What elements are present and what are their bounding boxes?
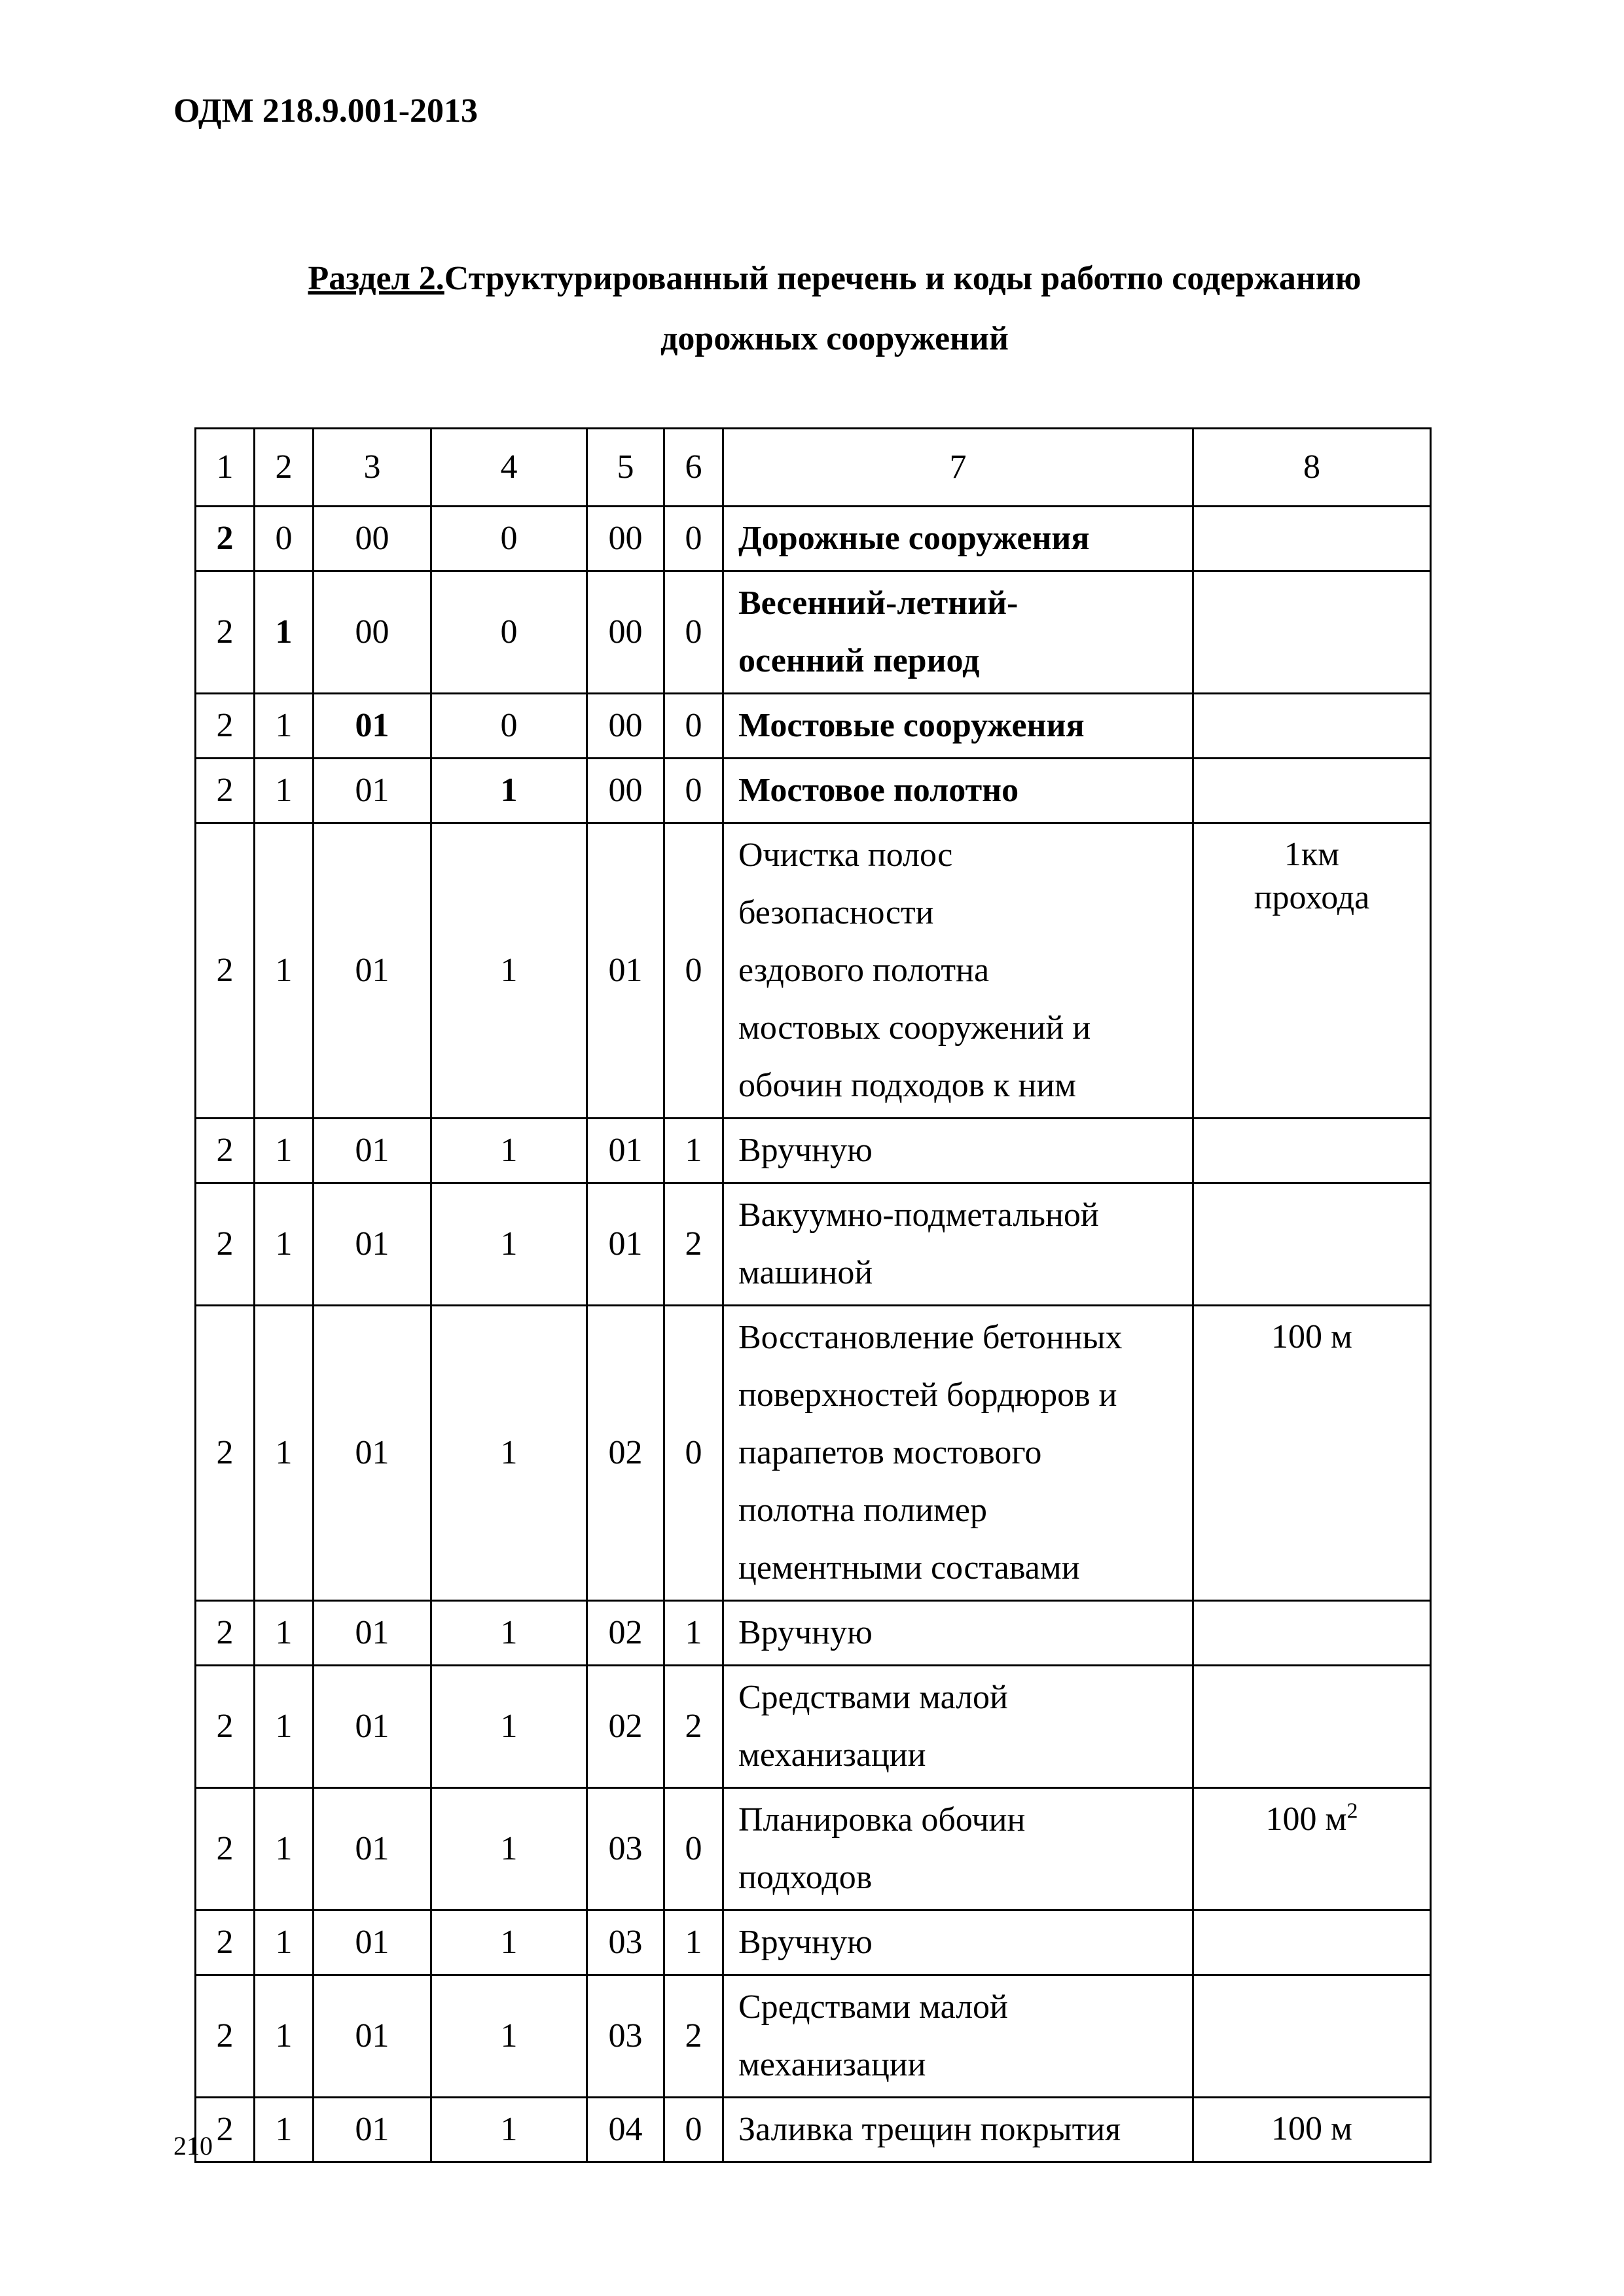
column-header: 2	[255, 429, 314, 507]
table-header-row	[196, 429, 1431, 507]
code-cell-1: 2	[196, 1666, 255, 1788]
work-name-line: Средствами малой	[738, 1679, 1008, 1716]
code-cell-4: 1	[431, 1910, 587, 1975]
column-header: 1	[196, 429, 255, 507]
code-cell-3: 01	[314, 1975, 431, 2098]
column-header: 5	[587, 429, 664, 507]
table-row	[196, 2098, 1431, 2162]
code-cell-6: 0	[664, 1306, 723, 1601]
code-cell-4: 1	[431, 1119, 587, 1183]
work-name-cell	[723, 1183, 1193, 1306]
work-name-line: Очистка полос	[738, 836, 953, 874]
code-cell-2: 0	[255, 507, 314, 571]
code-cell-3: 01	[314, 1666, 431, 1788]
unit-cell	[1193, 1666, 1431, 1788]
column-header: 7	[723, 429, 1193, 507]
code-cell-4: 0	[431, 507, 587, 571]
unit-cell	[1193, 1975, 1431, 2098]
work-name-line: парапетов мостового	[738, 1434, 1042, 1471]
code-cell-6: 0	[664, 694, 723, 759]
code-cell-6: 0	[664, 823, 723, 1119]
table-row	[196, 1975, 1431, 2098]
work-name-line: осенний период	[738, 642, 980, 679]
code-cell-6: 1	[664, 1119, 723, 1183]
code-cell-5: 04	[587, 2098, 664, 2162]
work-name-line: механизации	[738, 2046, 926, 2083]
work-name-line: Весенний-летний-	[738, 584, 1019, 622]
unit-cell	[1193, 1183, 1431, 1306]
code-cell-6: 0	[664, 759, 723, 823]
unit-line	[1203, 1316, 1420, 1359]
section-title-part2: дорожных сооружений	[660, 320, 1009, 357]
table-row	[196, 823, 1431, 1119]
work-name-cell	[723, 2098, 1193, 2162]
table-row	[196, 1910, 1431, 1975]
work-name-line: поверхностей бордюров и	[738, 1376, 1117, 1414]
unit-cell	[1193, 1788, 1431, 1910]
code-cell-6: 1	[664, 1601, 723, 1666]
work-name-cell	[723, 823, 1193, 1119]
work-name-line: машиной	[738, 1254, 873, 1291]
work-name-line: Вручную	[738, 1614, 873, 1651]
code-cell-3: 01	[314, 759, 431, 823]
code-cell-2: 1	[255, 571, 314, 694]
code-cell-3: 00	[314, 507, 431, 571]
code-cell-3: 01	[314, 1601, 431, 1666]
unit-cell	[1193, 759, 1431, 823]
code-cell-5: 00	[587, 694, 664, 759]
work-name-line: подходов	[738, 1859, 873, 1896]
code-cell-1: 2	[196, 507, 255, 571]
code-cell-5: 00	[587, 507, 664, 571]
work-name-cell	[723, 571, 1193, 694]
code-cell-1: 2	[196, 694, 255, 759]
column-header: 3	[314, 429, 431, 507]
work-name-line: безопасности	[738, 894, 934, 931]
table-row	[196, 1788, 1431, 1910]
work-name-line: Восстановление бетонных	[738, 1319, 1123, 1356]
code-cell-2: 1	[255, 2098, 314, 2162]
unit-line	[1203, 2108, 1420, 2151]
section-title-part1: Структурированный перечень и коды работпо содержанию	[444, 260, 1362, 297]
work-name-cell	[723, 759, 1193, 823]
code-cell-5: 01	[587, 1119, 664, 1183]
code-cell-5: 03	[587, 1910, 664, 1975]
code-cell-1: 2	[196, 1910, 255, 1975]
table-row	[196, 1306, 1431, 1601]
work-name-cell	[723, 507, 1193, 571]
code-cell-4: 1	[431, 759, 587, 823]
work-name-line: Дорожные сооружения	[738, 520, 1090, 557]
table-row	[196, 694, 1431, 759]
code-cell-4: 0	[431, 694, 587, 759]
code-cell-6: 0	[664, 1788, 723, 1910]
unit-superscript: 2	[1346, 1799, 1358, 1823]
code-cell-2: 1	[255, 823, 314, 1119]
column-header: 6	[664, 429, 723, 507]
code-cell-4: 1	[431, 2098, 587, 2162]
code-cell-5: 03	[587, 1788, 664, 1910]
work-name-line: цементными составами	[738, 1549, 1080, 1587]
code-cell-2: 1	[255, 1788, 314, 1910]
code-cell-2: 1	[255, 694, 314, 759]
code-cell-1: 2	[196, 1788, 255, 1910]
code-cell-2: 1	[255, 1306, 314, 1601]
unit-cell	[1193, 1119, 1431, 1183]
code-cell-5: 02	[587, 1601, 664, 1666]
table-body	[196, 507, 1431, 2162]
code-cell-2: 1	[255, 1666, 314, 1788]
section-prefix: Раздел 2.	[308, 260, 444, 297]
unit-text: 100 м	[1271, 2110, 1352, 2147]
code-cell-3: 01	[314, 1788, 431, 1910]
code-cell-3: 01	[314, 1910, 431, 1975]
code-cell-4: 1	[431, 1601, 587, 1666]
document-code: ОДМ 218.9.001-2013	[173, 92, 478, 130]
code-cell-1: 2	[196, 571, 255, 694]
code-cell-5: 02	[587, 1666, 664, 1788]
unit-cell	[1193, 507, 1431, 571]
section-title	[196, 249, 1473, 369]
table-row	[196, 1119, 1431, 1183]
code-cell-4: 1	[431, 1183, 587, 1306]
code-cell-5: 01	[587, 1183, 664, 1306]
work-name-line: Средствами малой	[738, 1988, 1008, 2026]
code-cell-3: 01	[314, 1306, 431, 1601]
work-name-cell	[723, 1306, 1193, 1601]
work-name-line: Заливка трещин покрытия	[738, 2111, 1121, 2148]
code-cell-4: 1	[431, 1788, 587, 1910]
work-name-line: обочин подходов к ним	[738, 1067, 1077, 1104]
code-cell-6: 2	[664, 1183, 723, 1306]
page-number: 210	[173, 2131, 213, 2161]
unit-text: 1км	[1284, 836, 1340, 873]
work-name-cell	[723, 1910, 1193, 1975]
code-cell-1: 2	[196, 759, 255, 823]
work-name-line: Вакуумно-подметальной	[738, 1196, 1099, 1234]
code-cell-4: 1	[431, 1666, 587, 1788]
code-cell-6: 1	[664, 1910, 723, 1975]
code-cell-6: 2	[664, 1666, 723, 1788]
table-row	[196, 571, 1431, 694]
work-name-cell	[723, 1601, 1193, 1666]
work-name-cell	[723, 1788, 1193, 1910]
code-cell-1: 2	[196, 823, 255, 1119]
unit-line	[1203, 833, 1420, 876]
work-name-cell	[723, 1975, 1193, 2098]
work-name-line: Вручную	[738, 1132, 873, 1169]
work-name-line: мостовых сооружений и	[738, 1009, 1091, 1047]
work-name-cell	[723, 1119, 1193, 1183]
code-cell-1: 2	[196, 1975, 255, 2098]
code-cell-5: 00	[587, 759, 664, 823]
code-cell-1: 2	[196, 1119, 255, 1183]
unit-line	[1203, 876, 1420, 920]
code-cell-4: 1	[431, 1306, 587, 1601]
code-cell-2: 1	[255, 759, 314, 823]
table-row	[196, 1601, 1431, 1666]
work-name-line: Мостовое полотно	[738, 772, 1019, 809]
work-name-line: Планировка обочин	[738, 1801, 1026, 1839]
code-cell-6: 0	[664, 507, 723, 571]
code-cell-2: 1	[255, 1601, 314, 1666]
unit-cell	[1193, 694, 1431, 759]
code-cell-3: 01	[314, 823, 431, 1119]
table-row	[196, 1666, 1431, 1788]
work-name-cell	[723, 1666, 1193, 1788]
table-row	[196, 507, 1431, 571]
unit-text: 100 м	[1265, 1801, 1347, 1838]
code-cell-1: 2	[196, 1183, 255, 1306]
table-row	[196, 1183, 1431, 1306]
code-cell-5: 00	[587, 571, 664, 694]
unit-cell	[1193, 571, 1431, 694]
unit-cell	[1193, 823, 1431, 1119]
code-cell-1: 2	[196, 2098, 255, 2162]
code-cell-4: 1	[431, 1975, 587, 2098]
code-cell-2: 1	[255, 1183, 314, 1306]
table-row	[196, 759, 1431, 823]
unit-text: прохода	[1254, 879, 1370, 916]
code-cell-2: 1	[255, 1975, 314, 2098]
column-header: 4	[431, 429, 587, 507]
column-header: 8	[1193, 429, 1431, 507]
code-cell-3: 00	[314, 571, 431, 694]
code-cell-6: 0	[664, 2098, 723, 2162]
code-cell-5: 01	[587, 823, 664, 1119]
code-cell-5: 03	[587, 1975, 664, 2098]
code-cell-6: 0	[664, 571, 723, 694]
work-name-line: полотна полимер	[738, 1492, 987, 1529]
code-cell-3: 01	[314, 1119, 431, 1183]
code-cell-2: 1	[255, 1910, 314, 1975]
work-name-cell	[723, 694, 1193, 759]
code-cell-3: 01	[314, 2098, 431, 2162]
work-codes-table	[194, 427, 1432, 2163]
code-cell-6: 2	[664, 1975, 723, 2098]
work-name-line: Мостовые сооружения	[738, 707, 1085, 744]
code-cell-1: 2	[196, 1601, 255, 1666]
unit-cell	[1193, 1910, 1431, 1975]
code-cell-1: 2	[196, 1306, 255, 1601]
work-name-line: Вручную	[738, 1924, 873, 1961]
unit-cell	[1193, 1306, 1431, 1601]
code-cell-3: 01	[314, 1183, 431, 1306]
code-cell-4: 0	[431, 571, 587, 694]
unit-text: 100 м	[1271, 1318, 1352, 1355]
unit-line	[1203, 1798, 1420, 1841]
code-cell-3: 01	[314, 694, 431, 759]
work-name-line: механизации	[738, 1736, 926, 1774]
code-cell-4: 1	[431, 823, 587, 1119]
unit-cell	[1193, 1601, 1431, 1666]
unit-cell	[1193, 2098, 1431, 2162]
work-name-line: ездового полотна	[738, 952, 990, 989]
code-cell-2: 1	[255, 1119, 314, 1183]
code-cell-5: 02	[587, 1306, 664, 1601]
